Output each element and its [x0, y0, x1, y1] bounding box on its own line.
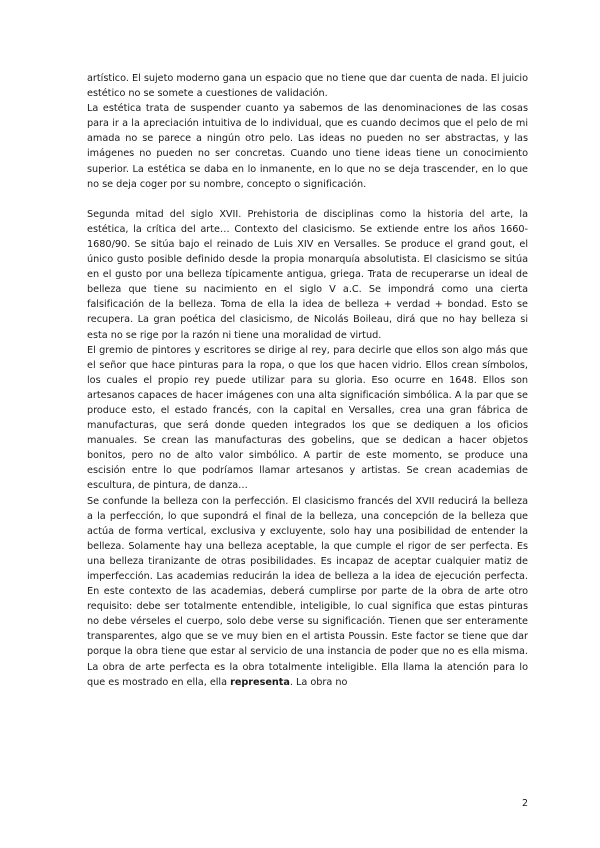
paragraph: artístico. El sujeto moderno gana un espacio que no tiene que dar cuenta de nada. El juicio estético no se somete a cuestiones de validación. — [87, 73, 528, 100]
paragraph-text: Se confunde la belleza con la perfección. El clasicismo francés del XVII reducirá la belleza a la perfección, lo que supondrá el final de la belleza, una concepción de la belleza que actúa de forma vertical, exclusiva y excluyente, solo hay una posibilidad de entender la belleza. Solamente hay una belleza aceptable, la que cumple el rigor de ser perfecta. Es una belleza tiranizante de otras posibilidades. Es incapaz de aceptar cualquier matiz de imperfección. Las academias reducirán la idea de belleza a la idea de ejecución perfecta. En este contexto de las academias, deberá cumplirse por parte de la obra de arte otro requisito: debe ser totalmente entendible, inteligible, lo cual significa que estas pinturas no debe vérseles el cuerpo, solo debe verse su significación. Tienen que ser enteramente transparentes, algo que se ve muy bien en el artista Poussin. Este factor se tiene que dar porque la obra tiene que estar al servicio de una instancia de poder que no es ella misma. La obra de arte perfecta es la obra totalmente inteligible. Ella llama la atención para lo que es mostrado en ella, ella — [87, 495, 528, 688]
paragraph-last — [87, 494, 528, 690]
bold-term: representa — [230, 676, 290, 688]
paragraph: La estética trata de suspender cuanto ya sabemos de las denominaciones de las cosas para ir a la apreciación intuitiva de lo individual, que es cuando decimos que el pelo de mi amada no se parece a ningún otro pelo. Las ideas no pueden no ser abstractas, y las imágenes no pueden no ser concretas. Cuando uno tiene ideas tiene un conocimiento superior. La estética se daba en lo inmanente, en lo que no se deja trascender, en lo que no se deja coger por su nombre, concepto o significación. — [87, 103, 528, 190]
page-number: 2 — [521, 798, 528, 809]
document-body — [87, 71, 528, 690]
paragraph: Segunda mitad del siglo XVII. Prehistoria de disciplinas como la historia del arte, la estética, la crítica del arte… Contexto del clasicismo. Se extiende entre los años 1660-1680/90. Se sitúa bajo el reinado de Luis XIV en Versalles. Se produce el grand gout, el único gusto posible definido desde la propia monarquía absolutista. El clasicismo se sitúa en el gusto por una belleza típicamente antigua, griega. Trata de recuperarse un ideal de belleza que tiene su nacimiento en el siglo V a.C. Se impondrá como una cierta falsificación de la belleza. Toma de ella la idea de belleza + verdad + bondad. Esto se recupera. La gran poética del clasicismo, de Nicolás Boileau, dirá que no hay belleza si esta no se rige por la razón ni tiene una moralidad de virtud. — [87, 208, 528, 341]
paragraph-tail: . La obra no — [289, 676, 348, 688]
paragraph: El gremio de pintores y escritores se dirige al rey, para decirle que ellos son algo más que el señor que hace pinturas para la ropa, o que los que hacen vidrio. Ellos crean símbolos, los cuales el propio rey puede utilizar para su gloria. Eso ocurre en 1648. Ellos son artesanos capaces de hacer imágenes con una alta significación simbólica. A la par que se produce esto, el estado francés, con la capital en Versalles, crea una gran fábrica de manufacturas, que será donde queden integrados los que se dediquen a los oficios manuales. Se crean las manufacturas des gobelins, que se dedican a hacer objetos bonitos, pero no de alto valor simbólico. A partir de este momento, se produce una escisión entre lo que podríamos llamar artesanos y artistas. Se crean academias de escultura, de pintura, de danza… — [87, 344, 528, 492]
